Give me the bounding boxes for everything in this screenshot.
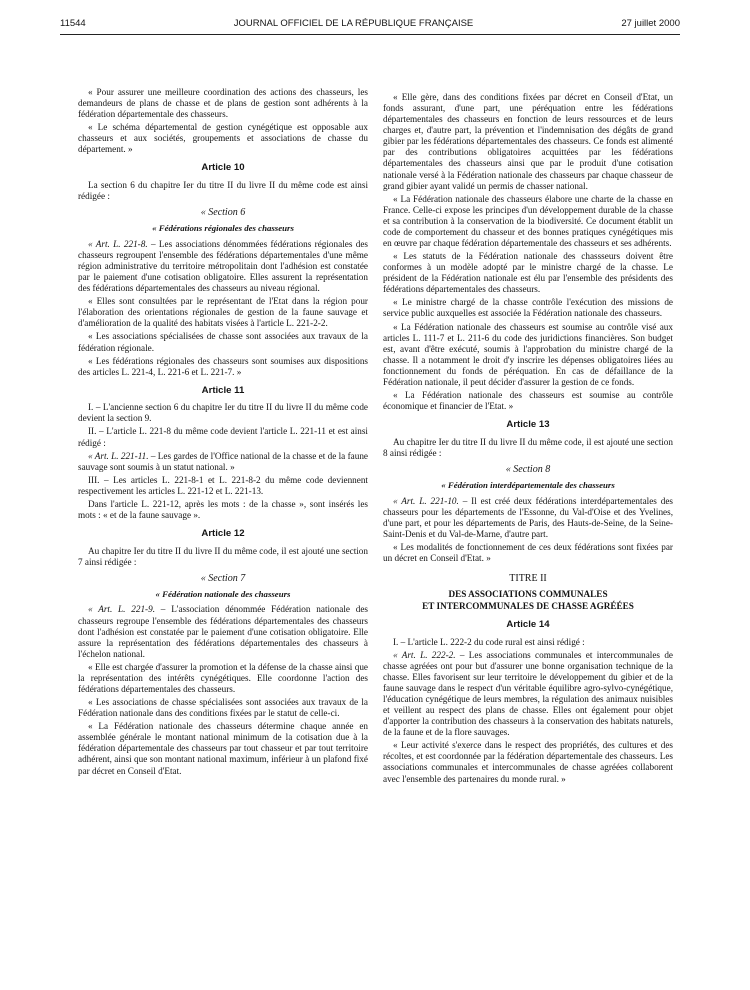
article-text: – L'association dénommée Fédération nationale des chasseurs regroupe l'ensemble des fédérations départementales des chasseurs dont l'adhésion est constatée par le paiement d'une cotisation obligatoire. Elle assure la représentation des fédérations départementales des chasseurs à l'échelon national. <box>78 604 368 659</box>
issue-date: 27 juillet 2000 <box>621 17 680 29</box>
article-heading: Article 13 <box>506 419 550 431</box>
paragraph: Dans l'article L. 221-12, après les mots : de la chasse », sont insérés les mots : « et de la faune sauvage ». <box>78 498 368 520</box>
title-label: TITRE II <box>509 573 547 584</box>
title-line: ET INTERCOMMUNALES DE CHASSE AGRÉÉES <box>422 600 634 611</box>
paragraph: « Le ministre chargé de la chasse contrôle l'exécution des missions de service public auxquelles est associée la Fédération nationale des chasseurs. <box>383 297 673 319</box>
article-text: – Les associations dénommées fédérations régionales des chasseurs regroupent l'ensemble des fédérations départementales d'une même région administrative du territoire métropolitain dont l'adhésion est constatée par le paiement d'une cotisation obligatoire. Elles assurent la représentation des fédérations départementales des chasseurs au niveau régional. <box>78 238 368 294</box>
section-subtitle: « Fédération nationale des chasseurs <box>155 588 291 599</box>
article-reference: « Art. L. 221-10. <box>393 495 459 506</box>
title-heading <box>383 589 673 612</box>
paragraph: La section 6 du chapitre Ier du titre II du livre II du même code est ainsi rédigée : <box>78 180 368 202</box>
page-header <box>60 15 680 31</box>
article-text: – Il est créé deux fédérations interdépartementales des chasseurs pour les départements de l'Essonne, du Val-d'Oise et des Yvelines, d'une part, et pour les départements de Paris, des Hauts-de-Seine, de la Seine-Saint-Denis et du Val-de-Marne, d'autre part. <box>383 495 673 539</box>
section-heading: « Section 7 <box>200 572 246 584</box>
paragraph: « Elles sont consultées par le représentant de l'Etat dans la région pour l'élaboration des orientations régionales de gestion de la faune sauvage et d'amélioration de la qualité des habitats visées à l'article L. 221-2-2. <box>78 296 368 329</box>
article-reference: « Art. L. 221-8. <box>88 238 148 249</box>
section-heading: « Section 6 <box>200 207 246 219</box>
article-text: – Les gardes de l'Office national de la chasse et de la faune sauvage sont soumis à un statut national. » <box>78 450 368 472</box>
paragraph: I. – L'article L. 222-2 du code rural est ainsi rédigé : <box>393 636 585 647</box>
article-reference: « Art. L. 222-2. <box>393 649 456 660</box>
paragraph <box>78 604 368 659</box>
paragraph <box>383 650 673 739</box>
article-heading: Article 10 <box>201 162 245 174</box>
article-reference: « Art. L. 221-11. <box>88 450 149 461</box>
paragraph: « Les associations de chasse spécialisées sont associées aux travaux de la Fédération nationale dans des conditions fixées par le statut de celle-ci. <box>78 697 368 719</box>
section-heading: « Section 8 <box>505 463 551 475</box>
header-rule <box>60 34 680 35</box>
article-reference: « Art. L. 221-9. <box>88 604 155 615</box>
journal-title: JOURNAL OFFICIEL DE LA RÉPUBLIQUE FRANÇAISE <box>233 17 474 29</box>
paragraph: III. – Les articles L. 221-8-1 et L. 221-8-2 du même code deviennent respectivement les articles L. 221-12 et L. 221-13. <box>78 474 368 496</box>
paragraph: « La Fédération nationale des chasseurs détermine chaque année en assemblée générale le montant national minimum de la cotisation due à la fédération départementale des chasseurs par tout chasseur et par tout territoire adhérent, ainsi que son montant national maximum, inférieur à un plafond fixé par décret en Conseil d'Etat. <box>78 721 368 776</box>
section-subtitle: « Fédération interdépartementale des chasseurs <box>441 479 615 490</box>
paragraph: « Les statuts de la Fédération nationale des chassseurs doivent être conformes à un modèle adopté par le ministre chargé de la chasse. Le président de la Fédération nationale est élu par l'ensemble des présidents des fédérations départementales des chasseurs. <box>383 251 673 295</box>
right-column <box>383 92 673 787</box>
paragraph: I. – L'ancienne section 6 du chapitre Ier du titre II du livre II du même code devient la section 9. <box>78 402 368 424</box>
paragraph: « Les modalités de fonctionnement de ces deux fédérations sont fixées par un décret en Conseil d'Etat. » <box>383 541 673 563</box>
paragraph: « La Fédération nationale des chasseurs est soumise au contrôle visé aux articles L. 111-7 et L. 211-6 du code des juridictions financières. Son budget est, avant d'être exécuté, soumis à l'approbation du ministre chargé de la chasse. Il a notamment le droit d'y inscrire les dépenses obligatoires liées au fonctionnement du fonds de péréquation. En cas de défaillance de la Fédération nationale, il peut décider d'assurer la gestion de ce fonds. <box>383 321 673 387</box>
paragraph <box>78 451 368 473</box>
paragraph <box>383 496 673 540</box>
title-line: DES ASSOCIATIONS COMMUNALES <box>448 589 608 600</box>
section-subtitle: « Fédérations régionales des chasseurs <box>152 223 294 234</box>
article-heading: Article 14 <box>506 619 550 631</box>
paragraph <box>78 239 368 294</box>
paragraph: « Elle est chargée d'assurer la promotion et la défense de la chasse ainsi que la représentation des intérêts cynégétiques. Elle coordonne l'action des fédérations départementales des chasseurs. <box>78 661 368 694</box>
paragraph: Au chapitre Ier du titre II du livre II du même code, il est ajouté une section 8 ainsi rédigée : <box>383 436 673 458</box>
paragraph: Au chapitre Ier du titre II du livre II du même code, il est ajouté une section 7 ainsi rédigée : <box>78 545 368 567</box>
paragraph: « Pour assurer une meilleure coordination des actions des chasseurs, les demandeurs de plans de chasse et de plans de gestion sont adhérents à la fédération départementale des chasseurs. <box>78 87 368 120</box>
article-heading: Article 11 <box>201 384 245 396</box>
paragraph: « Elle gère, dans des conditions fixées par décret en Conseil d'Etat, un fonds assurant, d'une part, une péréquation entre les fédérations départementales des chasseurs en fonction de leurs ressources et de leurs charges et, d'autre part, la prévention et l'indemnisation des dégâts de grand gibier par les fédérations départementales des chasseurs. Ce fonds est alimenté par des contributions obligatoires acquittées par les fédérations départementales des chasseurs ainsi que par le produit d'une cotisation nationale versé à la Fédération nationale des chasseurs par chaque chasseur de grand gibier ayant validé un permis de chasser national. <box>383 92 673 191</box>
left-column <box>78 87 368 779</box>
paragraph: II. – L'article L. 221-8 du même code devient l'article L. 221-11 et est ainsi rédigé : <box>78 426 368 448</box>
paragraph: « La Fédération nationale des chasseurs élabore une charte de la chasse en France. Celle-ci expose les principes d'un développement durable de la chasse et sa contribution à la conservation de la biodiversité. Ce document établit un code de comportement du chasseur et des bonnes pratiques cynégétiques mis en œuvre par chaque fédération départementale des chasseurs et ses adhérents. <box>383 193 673 249</box>
paragraph: « Leur activité s'exerce dans le respect des propriétés, des cultures et des récoltes, et est coordonnée par la fédération départementale des chasseurs. Les associations communales et intercommunales de chasse agréées collaborent avec l'ensemble des partenaires du monde rural. » <box>383 740 673 784</box>
paragraph: « Les associations spécialisées de chasse sont associées aux travaux de la fédération régionale. <box>78 331 368 353</box>
article-text: – Les associations communales et intercommunales de chasse agréées ont pour but d'assurer une bonne organisation technique de la chasse. Elles favorisent sur leur territoire le développement du gibier et de la faune sauvage dans le respect d'un véritable équilibre agro-sylvo-cynégétique, l'éducation cynégétique de leurs membres, la régulation des animaux nuisibles et veillent au respect des plans de chasse. Elles ont également pour objet d'apporter la contribution des chasseurs à la conservation des habitats naturels, de la faune et de la flore sauvages. <box>383 649 673 738</box>
page-number: 11544 <box>60 17 86 29</box>
article-heading: Article 12 <box>201 528 245 540</box>
paragraph: « Les fédérations régionales des chasseurs sont soumises aux dispositions des articles L. 221-4, L. 221-6 et L. 221-7. » <box>78 355 368 377</box>
paragraph: « La Fédération nationale des chasseurs est soumise au contrôle économique et financier de l'Etat. » <box>383 390 673 412</box>
paragraph: « Le schéma départemental de gestion cynégétique est opposable aux chasseurs et aux sociétés, groupements et associations de chasse du département. » <box>78 122 368 155</box>
